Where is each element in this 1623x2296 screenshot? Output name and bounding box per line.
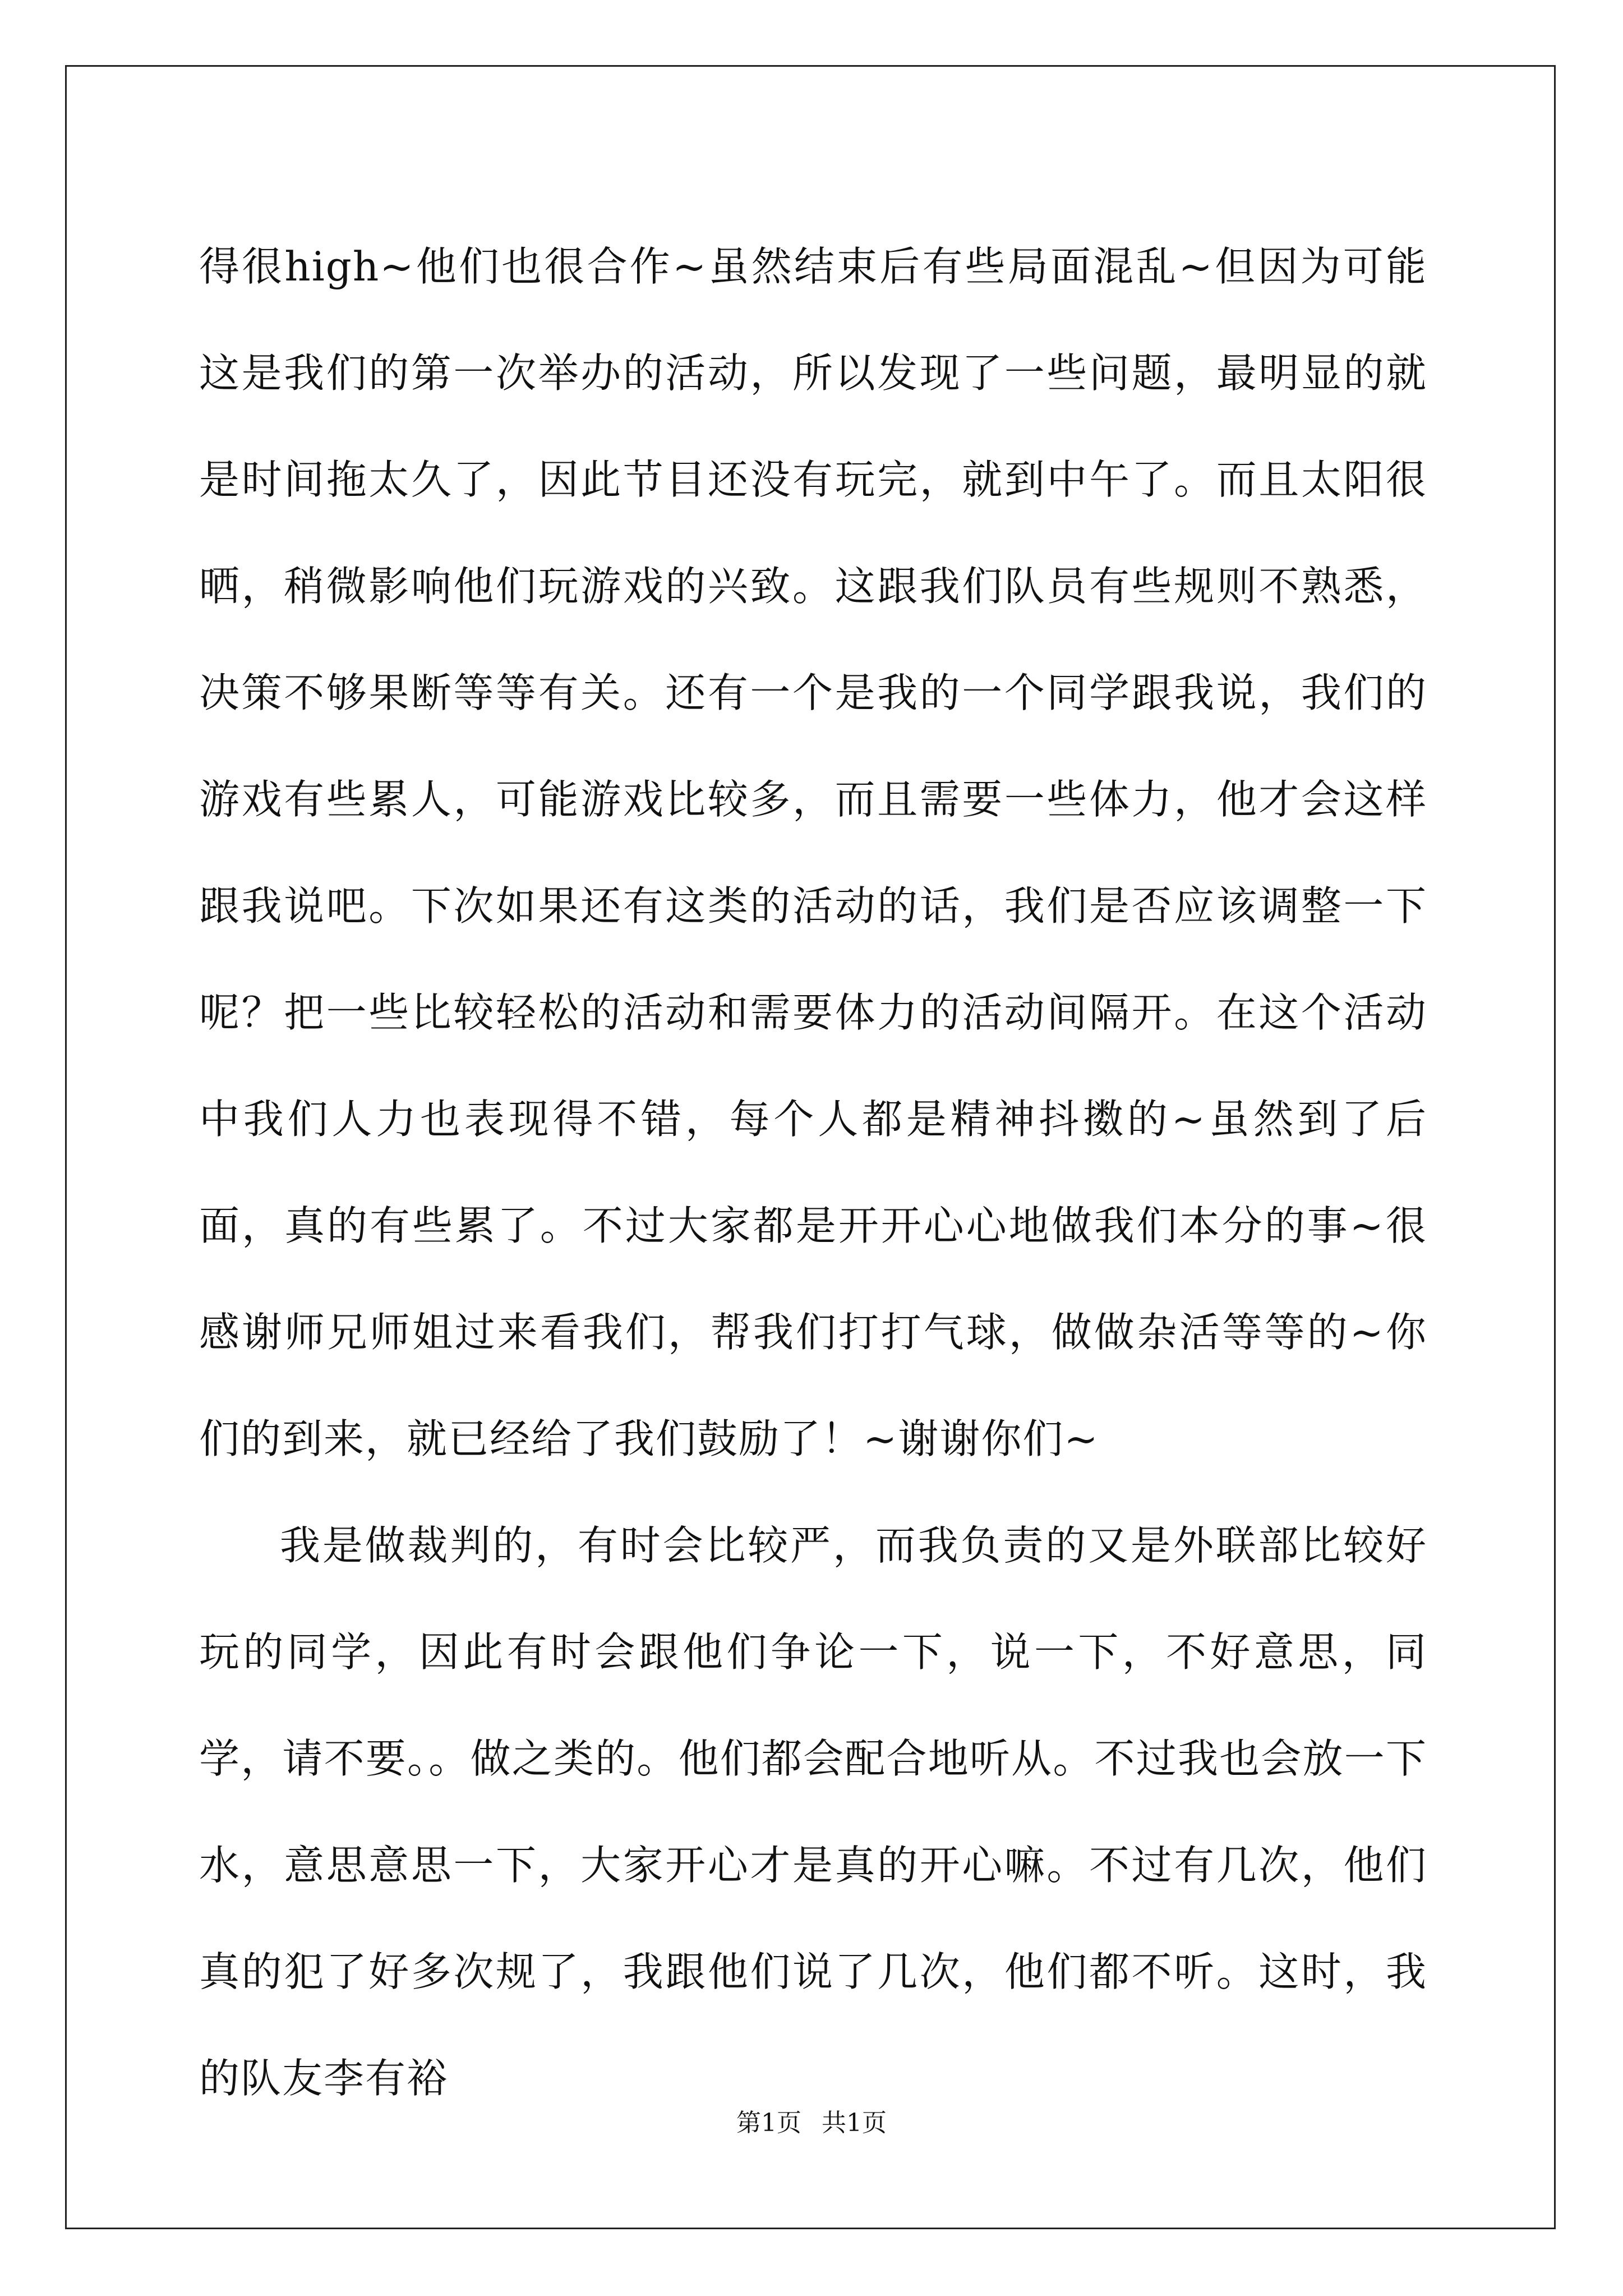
- paragraph-2: 我是做裁判的，有时会比较严，而我负责的又是外联部比较好玩的同学，因此有时会跟他们争论一下，说一下，不好意思，同学，请不要。。做之类的。他们都会配合地听从。不过我也会放一下水，意思意思一下，大家开心才是真的开心嘛。不过有几次，他们真的犯了好多次规了，我跟他们说了几次，他们都不听。这时，我的队友李有裕: [199, 1522, 1427, 2102]
- page-total: 共1页: [822, 2109, 887, 2137]
- page-footer: [0, 2106, 1623, 2140]
- page-number: 第1页: [736, 2109, 801, 2137]
- paragraph-1: 得很high~他们也很合作~虽然结束后有些局面混乱~但因为可能这是我们的第一次举办的活动，所以发现了一些问题，最明显的就是时间拖太久了，因此节目还没有玩完，就到中午了。而且太阳很晒，稍微影响他们玩游戏的兴致。这跟我们队员有些规则不熟悉，决策不够果断等等有关。还有一个是我的一个同学跟我说，我们的游戏有些累人，可能游戏比较多，而且需要一些体力，他才会这样跟我说吧。下次如果还有这类的活动的话，我们是否应该调整一下呢？把一些比较轻松的活动和需要体力的活动间隔开。在这个活动中我们人力也表现得不错，每个人都是精神抖擞的~虽然到了后面，真的有些累了。不过大家都是开开心心地做我们本分的事~很感谢师兄师姐过来看我们，帮我们打打气球，做做杂活等等的~你们的到来，就已经给了我们鼓励了！~谢谢你们~: [199, 243, 1427, 1462]
- document-body: [199, 213, 1427, 2132]
